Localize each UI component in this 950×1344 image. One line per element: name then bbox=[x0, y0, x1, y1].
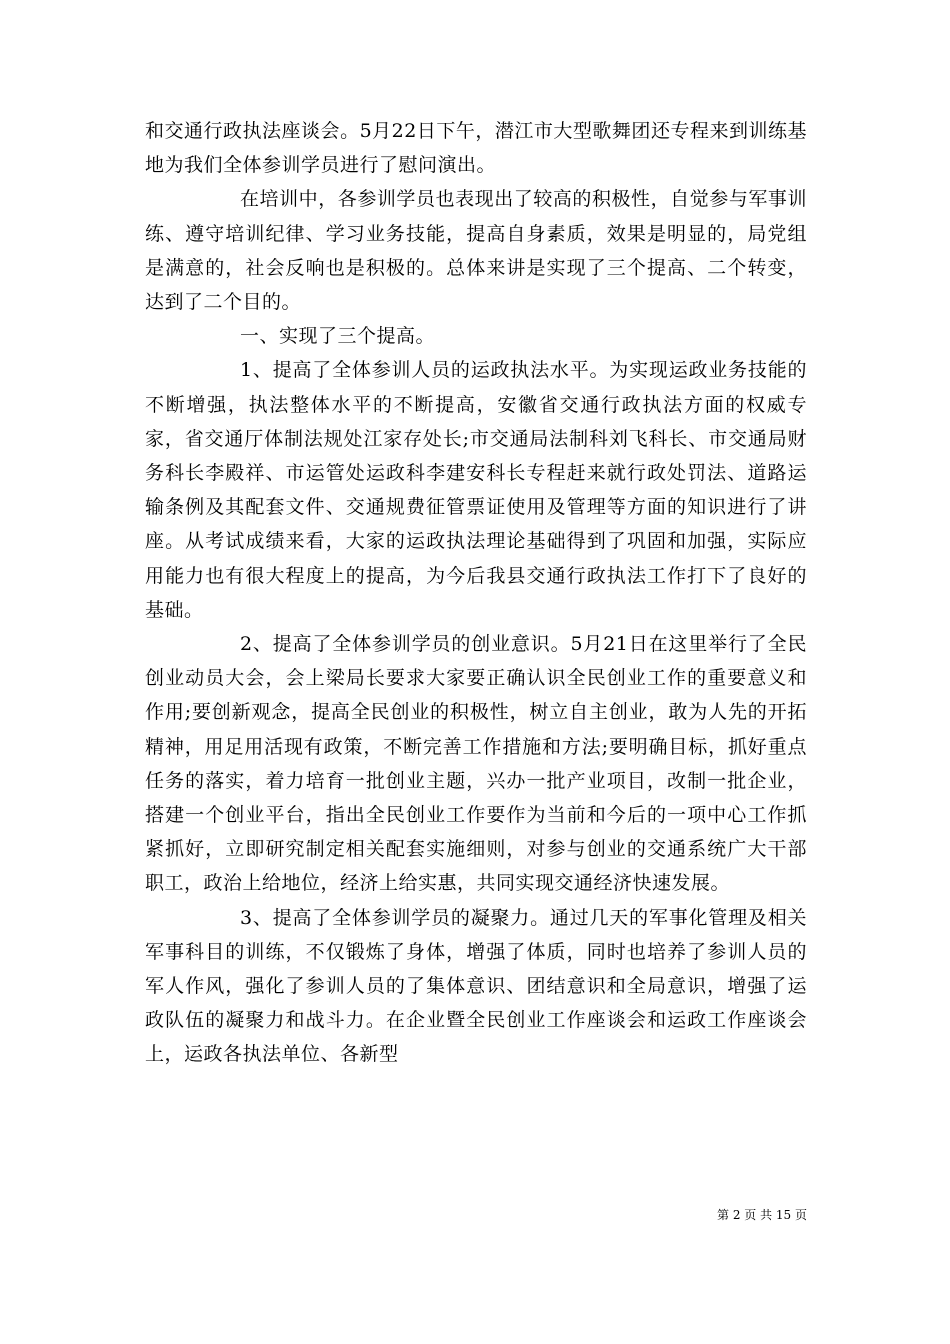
section-heading-three-improvements: 一、实现了三个提高。 bbox=[240, 325, 436, 348]
document-body bbox=[145, 114, 807, 1072]
paragraph-item-3-cohesion: 3、提高了全体参训学员的凝聚力。通过几天的军事化管理及相关军事科目的训练，不仅锻炼了身体，增强了体质，同时也培养了参训人员的军人作风，强化了参训人员的了集体意识、团结意识和全局意识，增强了运政队伍的凝聚力和战斗力。在企业暨全民创业工作座谈会和运政工作座谈会上，运政各执法单位、各新型 bbox=[145, 906, 807, 1066]
paragraph-item-1-law-enforcement: 1、提高了全体参训人员的运政执法水平。为实现运政业务技能的不断增强，执法整体水平的不断提高，安徽省交通行政执法方面的权威专家，省交通厅体制法规处江家存处长;市交通局法制科刘飞科长、市交通局财务科长李殿祥、市运管处运政科李建安科长专程赶来就行政处罚法、道路运输条例及其配套文件、交通规费征管票证使用及管理等方面的知识进行了讲座。从考试成绩来看，大家的运政执法理论基础得到了巩固和加强，实际应用能力也有很大程度上的提高，为今后我县交通行政执法工作打下了良好的基础。 bbox=[145, 359, 807, 621]
paragraph-continuation: 和交通行政执法座谈会。5月22日下午，潜江市大型歌舞团还专程来到训练基地为我们全体参训学员进行了慰问演出。 bbox=[145, 120, 807, 177]
page-number-footer: 第 2 页 共 15 页 bbox=[717, 1208, 807, 1222]
paragraph-item-2-entrepreneurship: 2、提高了全体参训学员的创业意识。5月21日在这里举行了全民创业动员大会，会上梁局长要求大家要正确认识全民创业工作的重要意义和作用;要创新观念，提高全民创业的积极性，树立自主创业，敢为人先的开拓精神，用足用活现有政策，不断完善工作措施和方法;要明确目标，抓好重点任务的落实，着力培育一批创业主题，兴办一批产业项目，改制一批企业，搭建一个创业平台，指出全民创业工作要作为当前和今后的一项中心工作抓紧抓好，立即研究制定相关配套实施细则，对参与创业的交通系统广大干部职工，政治上给地位，经济上给实惠，共同实现交通经济快速发展。 bbox=[145, 633, 807, 895]
paragraph-training-summary: 在培训中，各参训学员也表现出了较高的积极性，自觉参与军事训练、遵守培训纪律、学习业务技能，提高自身素质，效果是明显的，局党组是满意的，社会反响也是积极的。总体来讲是实现了三个提高、二个转变，达到了二个目的。 bbox=[145, 188, 807, 314]
